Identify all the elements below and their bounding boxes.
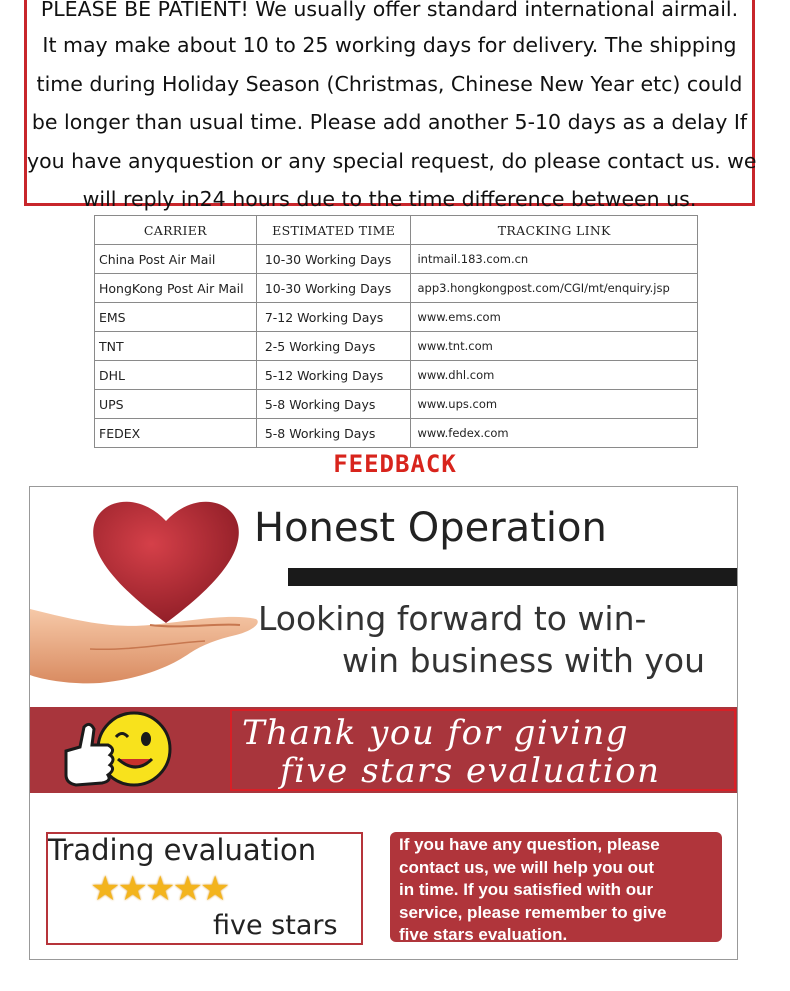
tracking-link-cell[interactable]: www.fedex.com [411,419,698,448]
notice-line: be longer than usual time. Please add another 5-10 days as a delay If [31,110,748,134]
notice-line: It may make about 10 to 25 working days for delivery. The shipping [42,33,737,57]
table-row [95,332,698,361]
notice-line: PLEASE BE PATIENT! We usually offer standard international airmail. [40,0,739,21]
shipping-notice [24,0,757,211]
header-carrier: CARRIER [95,216,257,245]
info-line: If you have any question, please [399,835,660,854]
tracking-link-cell[interactable]: www.tnt.com [411,332,698,361]
star-icon: ★★★★★ [90,869,228,909]
carrier-cell: DHL [95,361,257,390]
shipping-table [94,215,698,448]
time-cell: 5-8 Working Days [256,390,411,419]
carrier-cell: UPS [95,390,257,419]
honest-operation-title: Honest Operation [254,505,607,551]
info-line: contact us, we will help you out [399,858,655,877]
info-line: service, please remember to give [399,903,667,922]
time-cell: 7-12 Working Days [256,303,411,332]
tracking-link-cell[interactable]: app3.hongkongpost.com/CGI/mt/enquiry.jsp [411,274,698,303]
hands-icon [30,579,262,691]
five-stars-text: five stars [213,910,338,941]
carrier-cell: China Post Air Mail [95,245,257,274]
looking-forward-text: Looking forward to win- [258,599,647,638]
feedback-heading: FEEDBACK [333,450,457,478]
carrier-cell: HongKong Post Air Mail [95,274,257,303]
time-cell: 10-30 Working Days [256,245,411,274]
header-tracking-link: TRACKING LINK [411,216,698,245]
header-estimated-time: ESTIMATED TIME [256,216,411,245]
carrier-cell: TNT [95,332,257,361]
info-line: five stars evaluation. [399,925,568,944]
carrier-cell: EMS [95,303,257,332]
tracking-link-cell[interactable]: www.dhl.com [411,361,698,390]
tracking-link-cell[interactable]: intmail.183.com.cn [411,245,698,274]
info-line: in time. If you satisfied with our [399,880,654,899]
table-row [95,245,698,274]
table-header-row [95,216,698,245]
table-row [95,390,698,419]
tracking-link-cell[interactable]: www.ems.com [411,303,698,332]
notice-line: you have anyquestion or any special request, do please contact us. we [27,149,757,173]
table-row [95,303,698,332]
time-cell: 5-12 Working Days [256,361,411,390]
notice-line: will reply in24 hours due to the time difference between us. [82,187,697,211]
table-row [95,361,698,390]
time-cell: 5-8 Working Days [256,419,411,448]
tracking-link-cell[interactable]: www.ups.com [411,390,698,419]
feedback-card [29,486,738,960]
win-business-text: win business with you [342,641,706,680]
trading-evaluation-title: Trading evaluation [48,833,317,867]
notice-line: time during Holiday Season (Christmas, Chinese New Year etc) could [36,72,743,96]
table-row [95,419,698,448]
divider-bar [288,568,738,586]
carrier-cell: FEDEX [95,419,257,448]
smiley-thumbs-up-icon [58,707,178,793]
table-row [95,274,698,303]
time-cell: 10-30 Working Days [256,274,411,303]
thanks-text-line1: Thank you for giving [242,713,630,753]
time-cell: 2-5 Working Days [256,332,411,361]
thanks-text-line2: five stars evaluation [280,751,661,791]
